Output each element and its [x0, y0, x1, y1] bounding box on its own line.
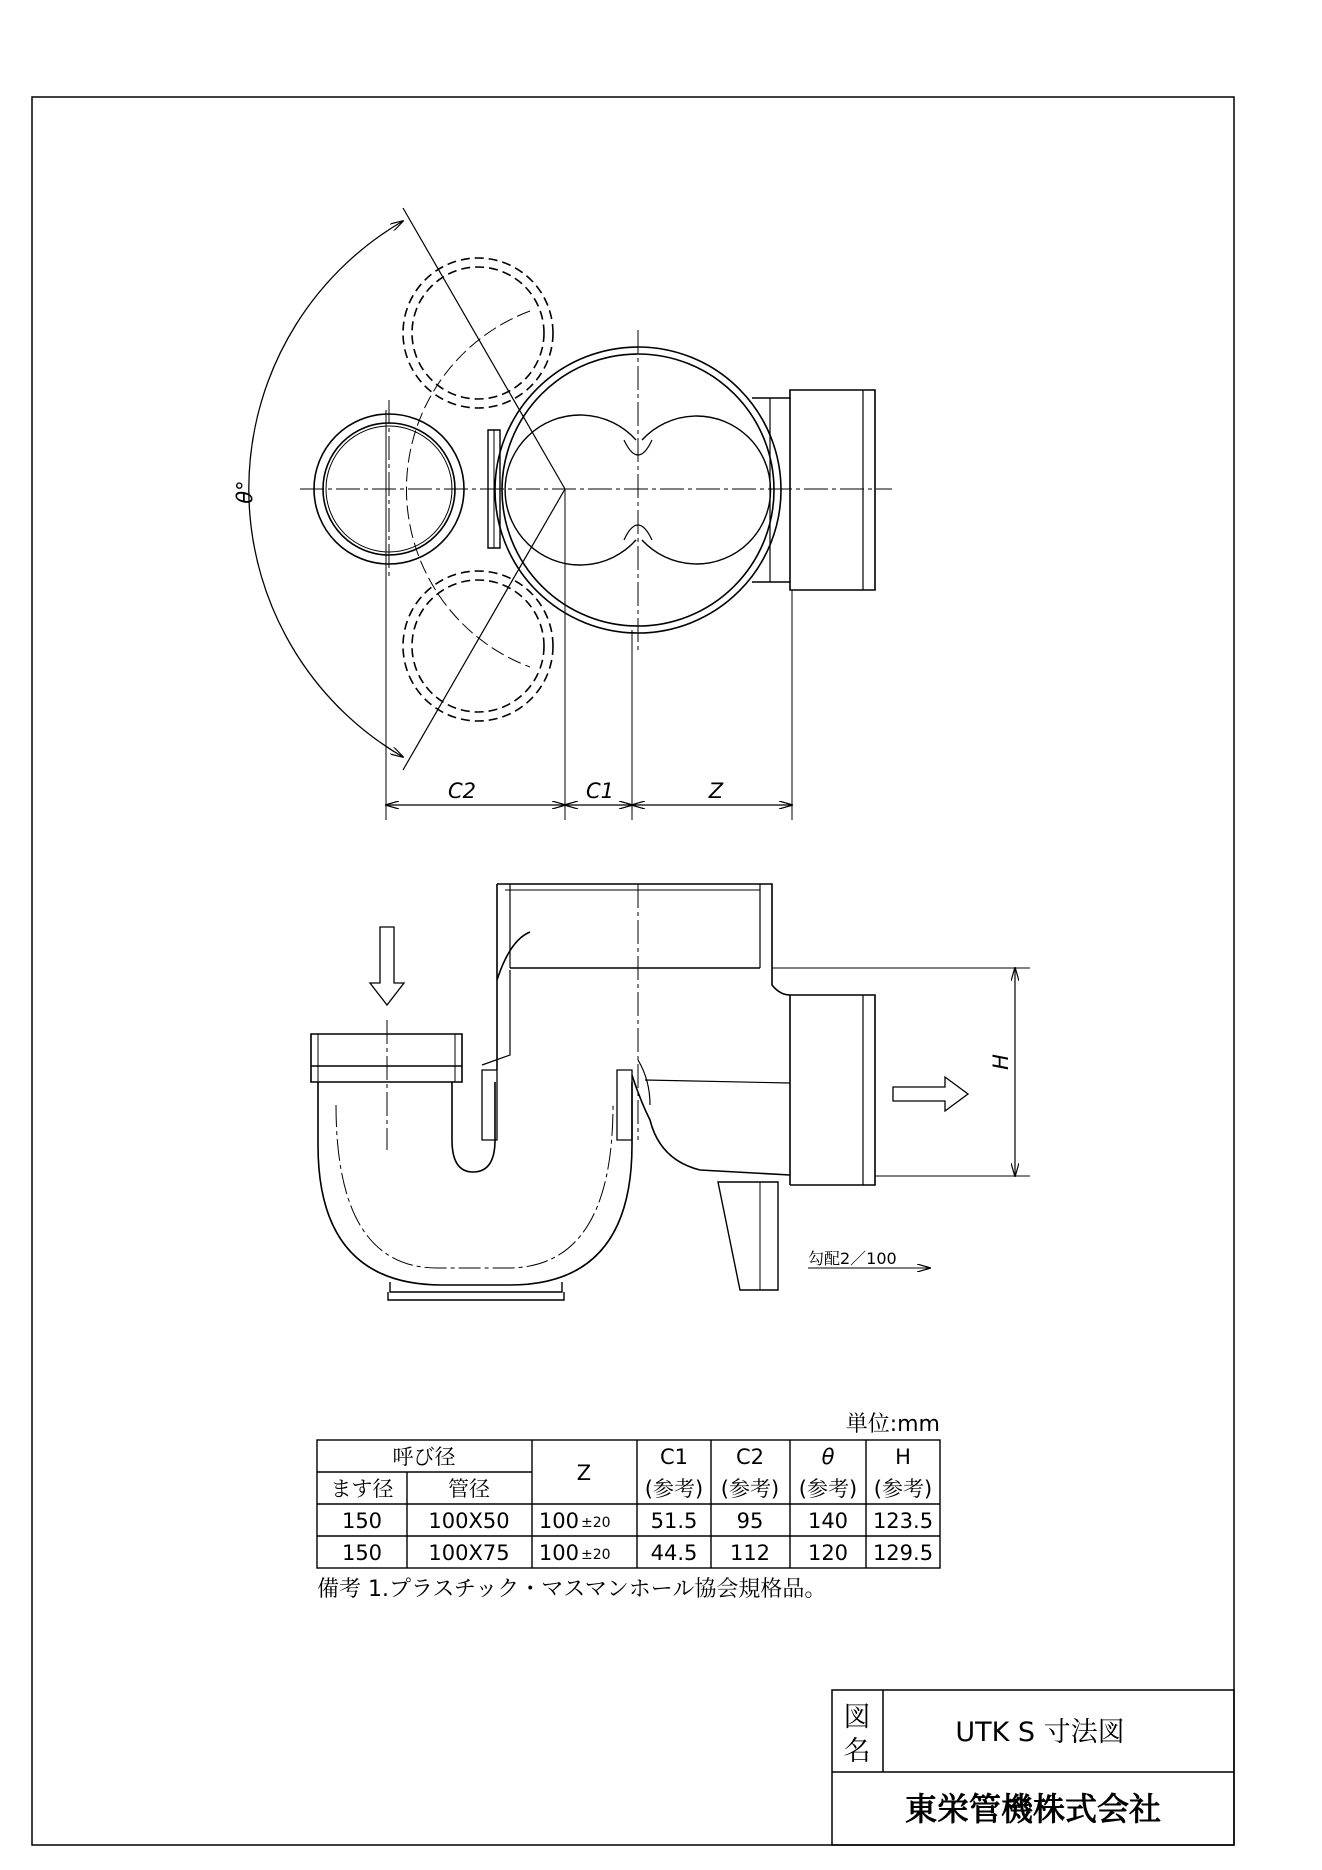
inflow-arrow	[370, 927, 404, 1005]
row1-z: 100	[538, 1509, 579, 1533]
row2-theta: 120	[807, 1541, 849, 1565]
label-z: Z	[708, 779, 724, 803]
row2-z: 100	[538, 1541, 579, 1565]
row2-c1: 44.5	[650, 1541, 698, 1565]
header-theta: θ	[821, 1445, 835, 1469]
slope-label: 勾配2／100	[808, 1249, 897, 1268]
header-z: Z	[576, 1461, 592, 1485]
label-c1: C1	[585, 779, 615, 803]
header-h: H	[895, 1445, 911, 1469]
row1-h: 123.5	[872, 1509, 934, 1533]
elevation-view	[311, 884, 1030, 1300]
header-c2: C2	[735, 1445, 765, 1469]
header-h-ref: (参考)	[873, 1477, 933, 1501]
row2-h: 129.5	[872, 1541, 934, 1565]
fig-label-2: 名	[843, 1736, 871, 1767]
header-nominal: 呼び径	[392, 1445, 456, 1469]
header-c2-ref: (参考)	[720, 1477, 780, 1501]
row1-z-tol: ±20	[581, 1515, 611, 1531]
row1-theta: 140	[807, 1509, 849, 1533]
row2-z-tol: ±20	[581, 1547, 611, 1563]
header-theta-ref: (参考)	[798, 1477, 858, 1501]
alt-outlet-upper	[403, 258, 553, 408]
label-theta: θ°	[233, 480, 257, 504]
row1-c2: 95	[736, 1509, 764, 1533]
header-c1: C1	[659, 1445, 689, 1469]
unit-label: 単位:mm	[845, 1412, 940, 1437]
row2-c2: 112	[729, 1541, 771, 1565]
row1-c1: 51.5	[650, 1509, 698, 1533]
fig-label-1: 図	[843, 1702, 871, 1733]
label-h: H	[989, 1054, 1013, 1070]
row1-basin: 150	[341, 1509, 383, 1533]
outflow-arrow	[893, 1077, 968, 1111]
header-c1-ref: (参考)	[644, 1477, 704, 1501]
row1-pipe: 100X50	[428, 1509, 510, 1533]
row2-pipe: 100X75	[428, 1541, 510, 1565]
alt-outlet-lower	[403, 571, 553, 721]
company-name: 東栄管機株式会社	[904, 1790, 1162, 1828]
row2-basin: 150	[341, 1541, 383, 1565]
remarks-note: 備考 1.プラスチック・マスマンホール協会規格品。	[317, 1577, 827, 1602]
drawing-title: UTK S 寸法図	[955, 1717, 1125, 1748]
header-basin-dia: ます径	[330, 1477, 394, 1501]
label-c2: C2	[447, 779, 477, 803]
plan-view	[249, 208, 892, 820]
header-pipe-dia: 管径	[448, 1477, 490, 1501]
